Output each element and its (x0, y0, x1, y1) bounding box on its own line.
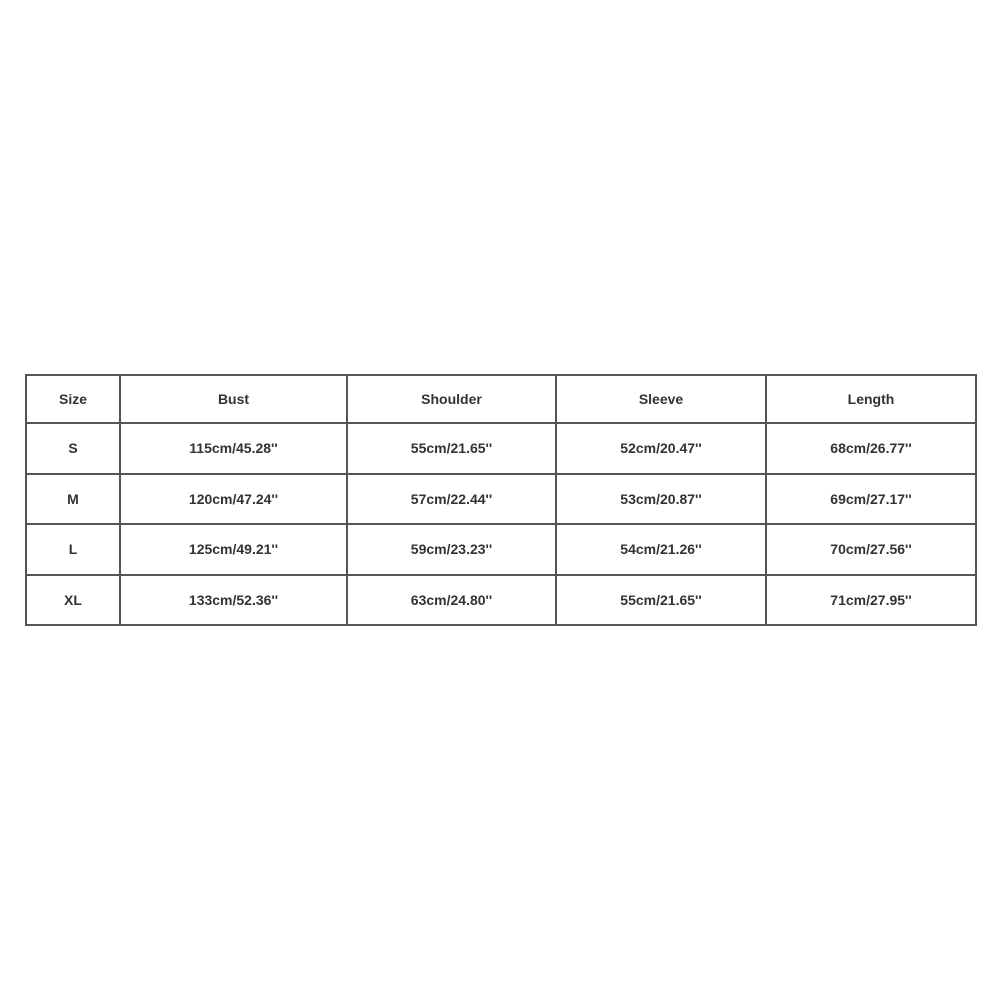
cell-sleeve: 55cm/21.65'' (556, 575, 766, 626)
table-row (26, 423, 976, 474)
cell-bust: 115cm/45.28'' (120, 423, 347, 474)
cell-bust: 120cm/47.24'' (120, 474, 347, 525)
cell-length: 68cm/26.77'' (766, 423, 976, 474)
cell-shoulder: 63cm/24.80'' (347, 575, 556, 626)
cell-bust: 133cm/52.36'' (120, 575, 347, 626)
cell-length: 70cm/27.56'' (766, 524, 976, 575)
cell-sleeve: 54cm/21.26'' (556, 524, 766, 575)
cell-size: M (26, 474, 120, 525)
table-header-row (26, 375, 976, 423)
cell-shoulder: 55cm/21.65'' (347, 423, 556, 474)
header-length: Length (766, 375, 976, 423)
header-sleeve: Sleeve (556, 375, 766, 423)
header-bust: Bust (120, 375, 347, 423)
cell-length: 69cm/27.17'' (766, 474, 976, 525)
cell-length: 71cm/27.95'' (766, 575, 976, 626)
cell-size: L (26, 524, 120, 575)
cell-shoulder: 59cm/23.23'' (347, 524, 556, 575)
cell-size: XL (26, 575, 120, 626)
header-shoulder: Shoulder (347, 375, 556, 423)
cell-sleeve: 52cm/20.47'' (556, 423, 766, 474)
cell-shoulder: 57cm/22.44'' (347, 474, 556, 525)
table-row (26, 474, 976, 525)
header-size: Size (26, 375, 120, 423)
size-chart-table (25, 374, 977, 626)
table-row (26, 575, 976, 626)
cell-size: S (26, 423, 120, 474)
cell-sleeve: 53cm/20.87'' (556, 474, 766, 525)
table-row (26, 524, 976, 575)
cell-bust: 125cm/49.21'' (120, 524, 347, 575)
